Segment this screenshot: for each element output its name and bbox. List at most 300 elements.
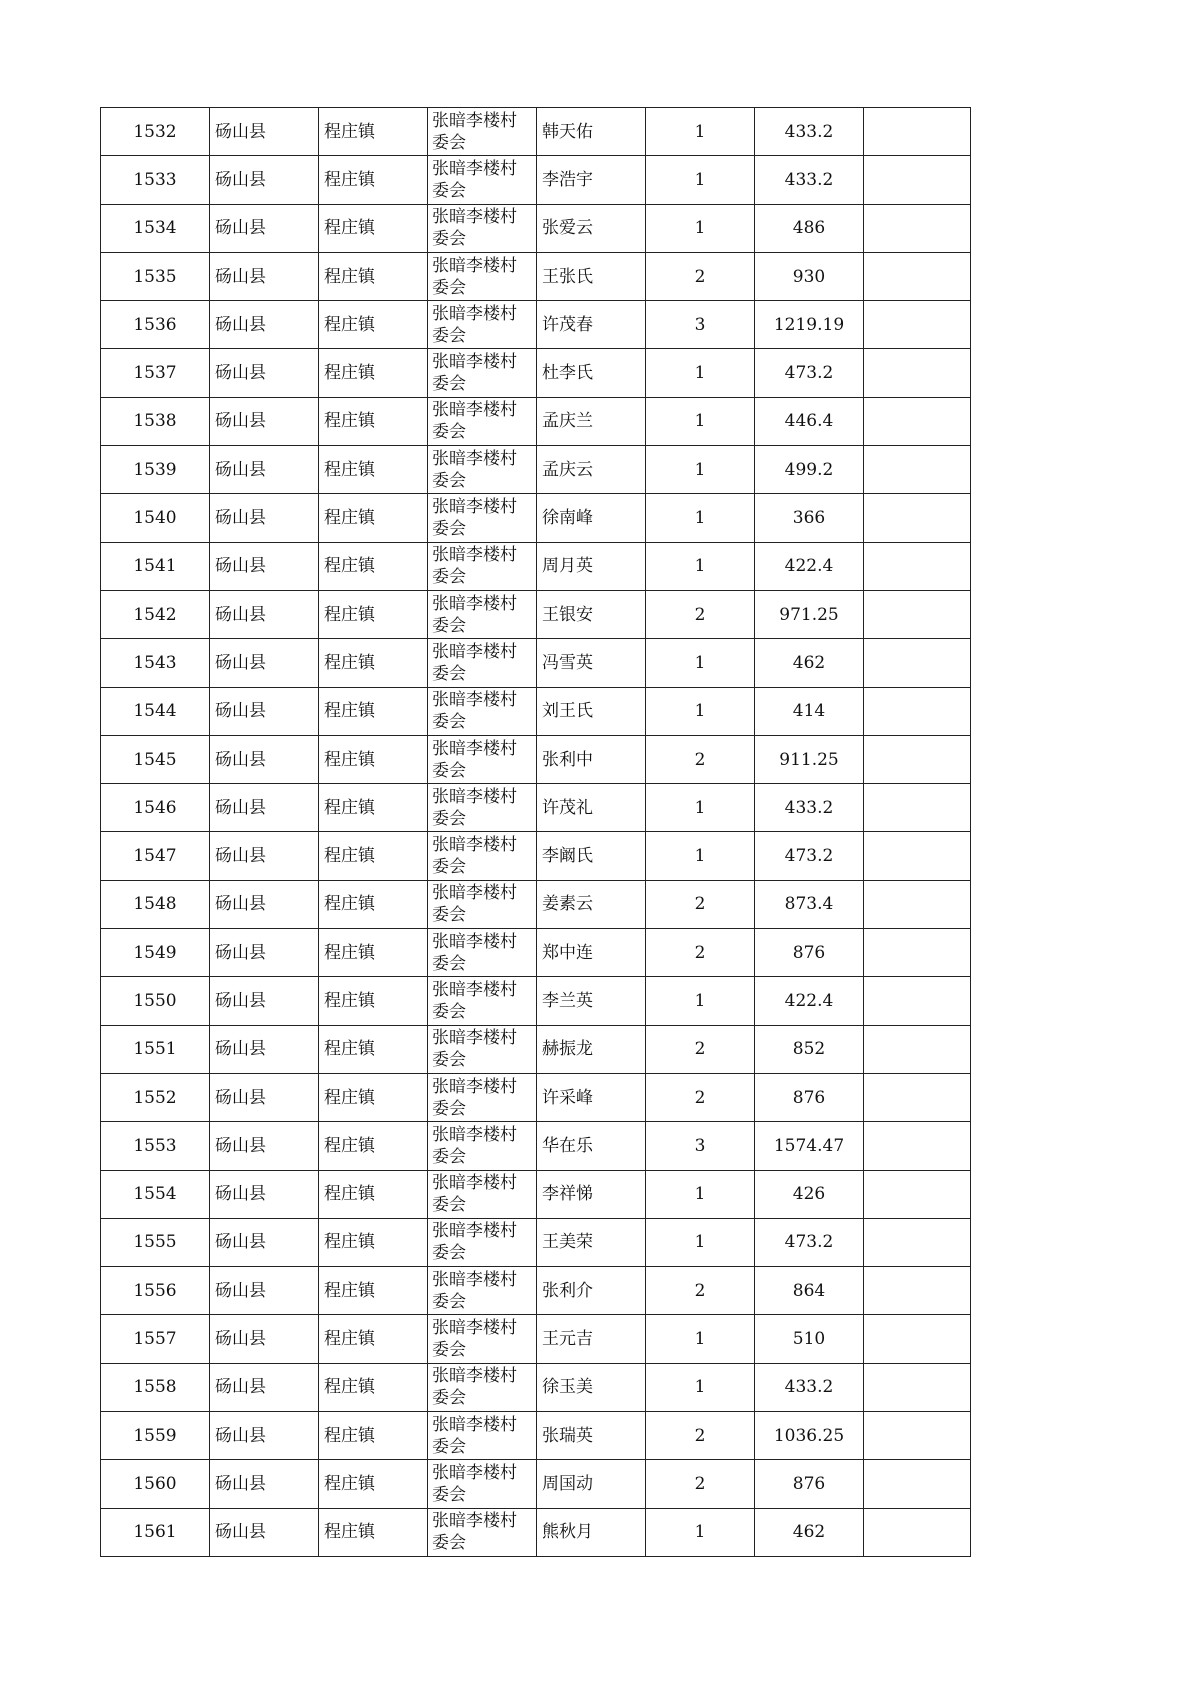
village-cell xyxy=(428,349,537,397)
village-line-1: 张暗李楼村 xyxy=(432,1462,517,1483)
amount-cell: 366 xyxy=(755,494,864,542)
note-cell xyxy=(864,880,971,928)
note-cell xyxy=(864,108,971,156)
amount-cell: 1219.19 xyxy=(755,301,864,349)
village-line-1: 张暗李楼村 xyxy=(432,690,517,711)
note-cell xyxy=(864,1218,971,1266)
row-index-cell: 1533 xyxy=(101,156,210,204)
row-index-cell: 1536 xyxy=(101,301,210,349)
count-cell: 1 xyxy=(646,687,755,735)
count-cell: 1 xyxy=(646,1363,755,1411)
table-row xyxy=(101,349,971,397)
table-row xyxy=(101,1460,971,1508)
village-cell xyxy=(428,1460,537,1508)
amount-cell: 473.2 xyxy=(755,1218,864,1266)
row-index-cell: 1555 xyxy=(101,1218,210,1266)
note-cell xyxy=(864,1025,971,1073)
row-index-cell: 1560 xyxy=(101,1460,210,1508)
village-line-1: 张暗李楼村 xyxy=(432,1511,517,1532)
village-line-1: 张暗李楼村 xyxy=(432,979,517,1000)
row-index-cell: 1541 xyxy=(101,542,210,590)
village-cell xyxy=(428,108,537,156)
count-cell: 1 xyxy=(646,832,755,880)
amount-cell: 864 xyxy=(755,1267,864,1315)
name-cell: 华在乐 xyxy=(537,1122,646,1170)
village-cell xyxy=(428,1267,537,1315)
count-cell: 1 xyxy=(646,639,755,687)
village-line-2: 委会 xyxy=(432,229,466,250)
town-cell: 程庄镇 xyxy=(319,542,428,590)
amount-cell: 873.4 xyxy=(755,880,864,928)
village-line-2: 委会 xyxy=(432,422,466,443)
village-line-1: 张暗李楼村 xyxy=(432,1414,517,1435)
row-index-cell: 1537 xyxy=(101,349,210,397)
note-cell xyxy=(864,494,971,542)
county-cell: 砀山县 xyxy=(210,1025,319,1073)
name-cell: 周国动 xyxy=(537,1460,646,1508)
town-cell: 程庄镇 xyxy=(319,349,428,397)
note-cell xyxy=(864,397,971,445)
village-line-2: 委会 xyxy=(432,1533,466,1554)
note-cell xyxy=(864,1315,971,1363)
county-cell: 砀山县 xyxy=(210,639,319,687)
village-line-2: 委会 xyxy=(432,1195,466,1216)
count-cell: 1 xyxy=(646,156,755,204)
note-cell xyxy=(864,1412,971,1460)
town-cell: 程庄镇 xyxy=(319,832,428,880)
note-cell xyxy=(864,1170,971,1218)
row-index-cell: 1547 xyxy=(101,832,210,880)
row-index-cell: 1545 xyxy=(101,735,210,783)
table-row xyxy=(101,204,971,252)
town-cell: 程庄镇 xyxy=(319,1267,428,1315)
name-cell: 孟庆兰 xyxy=(537,397,646,445)
amount-cell: 486 xyxy=(755,204,864,252)
note-cell xyxy=(864,156,971,204)
village-line-1: 张暗李楼村 xyxy=(432,1076,517,1097)
amount-cell: 433.2 xyxy=(755,784,864,832)
count-cell: 2 xyxy=(646,590,755,638)
amount-cell: 1036.25 xyxy=(755,1412,864,1460)
village-cell xyxy=(428,880,537,928)
town-cell: 程庄镇 xyxy=(319,446,428,494)
row-index-cell: 1558 xyxy=(101,1363,210,1411)
county-cell: 砀山县 xyxy=(210,542,319,590)
amount-cell: 433.2 xyxy=(755,1363,864,1411)
note-cell xyxy=(864,639,971,687)
amount-cell: 876 xyxy=(755,1460,864,1508)
village-line-2: 委会 xyxy=(432,1340,466,1361)
village-line-1: 张暗李楼村 xyxy=(432,158,517,179)
amount-cell: 852 xyxy=(755,1025,864,1073)
county-cell: 砀山县 xyxy=(210,590,319,638)
village-line-1: 张暗李楼村 xyxy=(432,1173,517,1194)
county-cell: 砀山县 xyxy=(210,929,319,977)
village-cell xyxy=(428,252,537,300)
village-line-2: 委会 xyxy=(432,519,466,540)
town-cell: 程庄镇 xyxy=(319,204,428,252)
county-cell: 砀山县 xyxy=(210,832,319,880)
village-line-2: 委会 xyxy=(432,374,466,395)
village-line-1: 张暗李楼村 xyxy=(432,1318,517,1339)
data-table xyxy=(100,107,971,1557)
row-index-cell: 1550 xyxy=(101,977,210,1025)
village-cell xyxy=(428,977,537,1025)
name-cell: 王元吉 xyxy=(537,1315,646,1363)
village-line-2: 委会 xyxy=(432,277,466,298)
row-index-cell: 1540 xyxy=(101,494,210,542)
town-cell: 程庄镇 xyxy=(319,156,428,204)
village-line-1: 张暗李楼村 xyxy=(432,110,517,131)
village-cell xyxy=(428,1218,537,1266)
village-line-1: 张暗李楼村 xyxy=(432,352,517,373)
row-index-cell: 1538 xyxy=(101,397,210,445)
table-row xyxy=(101,252,971,300)
village-cell xyxy=(428,1170,537,1218)
amount-cell: 462 xyxy=(755,639,864,687)
count-cell: 2 xyxy=(646,1073,755,1121)
table-row xyxy=(101,687,971,735)
count-cell: 1 xyxy=(646,1508,755,1556)
town-cell: 程庄镇 xyxy=(319,784,428,832)
count-cell: 1 xyxy=(646,784,755,832)
name-cell: 李兰英 xyxy=(537,977,646,1025)
count-cell: 1 xyxy=(646,1218,755,1266)
county-cell: 砀山县 xyxy=(210,301,319,349)
town-cell: 程庄镇 xyxy=(319,1508,428,1556)
county-cell: 砀山县 xyxy=(210,252,319,300)
name-cell: 李祥悌 xyxy=(537,1170,646,1218)
count-cell: 3 xyxy=(646,1122,755,1170)
village-cell xyxy=(428,784,537,832)
village-line-2: 委会 xyxy=(432,857,466,878)
count-cell: 1 xyxy=(646,349,755,397)
town-cell: 程庄镇 xyxy=(319,301,428,349)
village-cell xyxy=(428,832,537,880)
table-row xyxy=(101,1267,971,1315)
town-cell: 程庄镇 xyxy=(319,1412,428,1460)
count-cell: 2 xyxy=(646,252,755,300)
note-cell xyxy=(864,446,971,494)
village-line-1: 张暗李楼村 xyxy=(432,1366,517,1387)
amount-cell: 930 xyxy=(755,252,864,300)
village-line-2: 委会 xyxy=(432,567,466,588)
amount-cell: 911.25 xyxy=(755,735,864,783)
village-line-1: 张暗李楼村 xyxy=(432,738,517,759)
table-row xyxy=(101,977,971,1025)
village-line-2: 委会 xyxy=(432,953,466,974)
note-cell xyxy=(864,542,971,590)
amount-cell: 971.25 xyxy=(755,590,864,638)
note-cell xyxy=(864,832,971,880)
note-cell xyxy=(864,1267,971,1315)
row-index-cell: 1556 xyxy=(101,1267,210,1315)
village-cell xyxy=(428,494,537,542)
note-cell xyxy=(864,929,971,977)
table-row xyxy=(101,1218,971,1266)
village-line-2: 委会 xyxy=(432,325,466,346)
amount-cell: 426 xyxy=(755,1170,864,1218)
table-row xyxy=(101,1122,971,1170)
town-cell: 程庄镇 xyxy=(319,590,428,638)
note-cell xyxy=(864,977,971,1025)
village-cell xyxy=(428,204,537,252)
table-row xyxy=(101,301,971,349)
count-cell: 1 xyxy=(646,446,755,494)
row-index-cell: 1551 xyxy=(101,1025,210,1073)
name-cell: 张利中 xyxy=(537,735,646,783)
row-index-cell: 1544 xyxy=(101,687,210,735)
county-cell: 砀山县 xyxy=(210,494,319,542)
village-line-2: 委会 xyxy=(432,1243,466,1264)
count-cell: 2 xyxy=(646,1460,755,1508)
county-cell: 砀山县 xyxy=(210,1508,319,1556)
village-line-1: 张暗李楼村 xyxy=(432,931,517,952)
village-line-2: 委会 xyxy=(432,1388,466,1409)
county-cell: 砀山县 xyxy=(210,204,319,252)
name-cell: 周月英 xyxy=(537,542,646,590)
count-cell: 1 xyxy=(646,204,755,252)
name-cell: 许茂礼 xyxy=(537,784,646,832)
amount-cell: 422.4 xyxy=(755,977,864,1025)
county-cell: 砀山县 xyxy=(210,735,319,783)
count-cell: 2 xyxy=(646,929,755,977)
name-cell: 郑中连 xyxy=(537,929,646,977)
name-cell: 王美荣 xyxy=(537,1218,646,1266)
village-line-2: 委会 xyxy=(432,615,466,636)
amount-cell: 462 xyxy=(755,1508,864,1556)
row-index-cell: 1559 xyxy=(101,1412,210,1460)
village-cell xyxy=(428,929,537,977)
village-line-1: 张暗李楼村 xyxy=(432,400,517,421)
name-cell: 许茂春 xyxy=(537,301,646,349)
count-cell: 2 xyxy=(646,1025,755,1073)
village-cell xyxy=(428,1363,537,1411)
county-cell: 砀山县 xyxy=(210,349,319,397)
table-row xyxy=(101,639,971,687)
name-cell: 许采峰 xyxy=(537,1073,646,1121)
town-cell: 程庄镇 xyxy=(319,494,428,542)
count-cell: 2 xyxy=(646,1412,755,1460)
village-line-1: 张暗李楼村 xyxy=(432,497,517,518)
county-cell: 砀山县 xyxy=(210,1363,319,1411)
table-row xyxy=(101,156,971,204)
table-row xyxy=(101,1508,971,1556)
name-cell: 姜素云 xyxy=(537,880,646,928)
village-line-2: 委会 xyxy=(432,1146,466,1167)
count-cell: 1 xyxy=(646,977,755,1025)
county-cell: 砀山县 xyxy=(210,784,319,832)
table-row xyxy=(101,1315,971,1363)
village-line-1: 张暗李楼村 xyxy=(432,255,517,276)
name-cell: 李阚氏 xyxy=(537,832,646,880)
row-index-cell: 1535 xyxy=(101,252,210,300)
table-row xyxy=(101,1363,971,1411)
table-row xyxy=(101,832,971,880)
note-cell xyxy=(864,1122,971,1170)
village-line-2: 委会 xyxy=(432,470,466,491)
count-cell: 3 xyxy=(646,301,755,349)
amount-cell: 499.2 xyxy=(755,446,864,494)
table-row xyxy=(101,929,971,977)
note-cell xyxy=(864,1460,971,1508)
village-line-1: 张暗李楼村 xyxy=(432,835,517,856)
count-cell: 1 xyxy=(646,108,755,156)
amount-cell: 1574.47 xyxy=(755,1122,864,1170)
county-cell: 砀山县 xyxy=(210,1122,319,1170)
name-cell: 刘王氏 xyxy=(537,687,646,735)
table-row xyxy=(101,880,971,928)
row-index-cell: 1539 xyxy=(101,446,210,494)
county-cell: 砀山县 xyxy=(210,1218,319,1266)
county-cell: 砀山县 xyxy=(210,1073,319,1121)
county-cell: 砀山县 xyxy=(210,1315,319,1363)
note-cell xyxy=(864,784,971,832)
town-cell: 程庄镇 xyxy=(319,1363,428,1411)
note-cell xyxy=(864,204,971,252)
amount-cell: 473.2 xyxy=(755,349,864,397)
village-line-2: 委会 xyxy=(432,905,466,926)
name-cell: 赫振龙 xyxy=(537,1025,646,1073)
village-cell xyxy=(428,446,537,494)
village-cell xyxy=(428,687,537,735)
amount-cell: 433.2 xyxy=(755,108,864,156)
county-cell: 砀山县 xyxy=(210,1267,319,1315)
table-row xyxy=(101,397,971,445)
village-line-2: 委会 xyxy=(432,760,466,781)
amount-cell: 422.4 xyxy=(755,542,864,590)
county-cell: 砀山县 xyxy=(210,397,319,445)
table-row xyxy=(101,590,971,638)
county-cell: 砀山县 xyxy=(210,880,319,928)
row-index-cell: 1561 xyxy=(101,1508,210,1556)
town-cell: 程庄镇 xyxy=(319,880,428,928)
village-cell xyxy=(428,590,537,638)
village-line-1: 张暗李楼村 xyxy=(432,1269,517,1290)
village-line-1: 张暗李楼村 xyxy=(432,883,517,904)
note-cell xyxy=(864,687,971,735)
village-cell xyxy=(428,639,537,687)
table-body xyxy=(101,108,971,1557)
amount-cell: 473.2 xyxy=(755,832,864,880)
table-row xyxy=(101,1073,971,1121)
row-index-cell: 1546 xyxy=(101,784,210,832)
village-line-2: 委会 xyxy=(432,663,466,684)
village-cell xyxy=(428,735,537,783)
county-cell: 砀山县 xyxy=(210,1412,319,1460)
village-line-2: 委会 xyxy=(432,808,466,829)
village-cell xyxy=(428,1073,537,1121)
name-cell: 王张氏 xyxy=(537,252,646,300)
village-cell xyxy=(428,156,537,204)
town-cell: 程庄镇 xyxy=(319,108,428,156)
village-cell xyxy=(428,1122,537,1170)
row-index-cell: 1553 xyxy=(101,1122,210,1170)
village-line-1: 张暗李楼村 xyxy=(432,641,517,662)
village-cell xyxy=(428,301,537,349)
town-cell: 程庄镇 xyxy=(319,929,428,977)
amount-cell: 510 xyxy=(755,1315,864,1363)
village-line-1: 张暗李楼村 xyxy=(432,303,517,324)
county-cell: 砀山县 xyxy=(210,1460,319,1508)
row-index-cell: 1549 xyxy=(101,929,210,977)
town-cell: 程庄镇 xyxy=(319,397,428,445)
amount-cell: 414 xyxy=(755,687,864,735)
table-row xyxy=(101,494,971,542)
village-line-1: 张暗李楼村 xyxy=(432,1124,517,1145)
village-line-2: 委会 xyxy=(432,712,466,733)
count-cell: 1 xyxy=(646,542,755,590)
name-cell: 孟庆云 xyxy=(537,446,646,494)
town-cell: 程庄镇 xyxy=(319,252,428,300)
name-cell: 杜李氏 xyxy=(537,349,646,397)
table-row xyxy=(101,542,971,590)
village-line-1: 张暗李楼村 xyxy=(432,1028,517,1049)
name-cell: 王银安 xyxy=(537,590,646,638)
name-cell: 张爱云 xyxy=(537,204,646,252)
village-line-2: 委会 xyxy=(432,1291,466,1312)
town-cell: 程庄镇 xyxy=(319,1122,428,1170)
town-cell: 程庄镇 xyxy=(319,1025,428,1073)
row-index-cell: 1542 xyxy=(101,590,210,638)
row-index-cell: 1532 xyxy=(101,108,210,156)
table-row xyxy=(101,1025,971,1073)
village-line-2: 委会 xyxy=(432,1050,466,1071)
count-cell: 2 xyxy=(646,880,755,928)
table-row xyxy=(101,108,971,156)
village-cell xyxy=(428,1412,537,1460)
name-cell: 张瑞英 xyxy=(537,1412,646,1460)
name-cell: 熊秋月 xyxy=(537,1508,646,1556)
note-cell xyxy=(864,301,971,349)
county-cell: 砀山县 xyxy=(210,977,319,1025)
note-cell xyxy=(864,1073,971,1121)
village-line-1: 张暗李楼村 xyxy=(432,593,517,614)
note-cell xyxy=(864,1363,971,1411)
county-cell: 砀山县 xyxy=(210,446,319,494)
village-line-2: 委会 xyxy=(432,1098,466,1119)
village-cell xyxy=(428,1508,537,1556)
amount-cell: 446.4 xyxy=(755,397,864,445)
count-cell: 1 xyxy=(646,1315,755,1363)
town-cell: 程庄镇 xyxy=(319,1460,428,1508)
amount-cell: 433.2 xyxy=(755,156,864,204)
count-cell: 1 xyxy=(646,397,755,445)
town-cell: 程庄镇 xyxy=(319,639,428,687)
name-cell: 徐南峰 xyxy=(537,494,646,542)
row-index-cell: 1557 xyxy=(101,1315,210,1363)
town-cell: 程庄镇 xyxy=(319,1218,428,1266)
village-line-1: 张暗李楼村 xyxy=(432,1221,517,1242)
village-line-2: 委会 xyxy=(432,132,466,153)
village-line-1: 张暗李楼村 xyxy=(432,207,517,228)
county-cell: 砀山县 xyxy=(210,108,319,156)
row-index-cell: 1554 xyxy=(101,1170,210,1218)
county-cell: 砀山县 xyxy=(210,687,319,735)
town-cell: 程庄镇 xyxy=(319,735,428,783)
count-cell: 2 xyxy=(646,735,755,783)
count-cell: 1 xyxy=(646,1170,755,1218)
note-cell xyxy=(864,1508,971,1556)
note-cell xyxy=(864,735,971,783)
row-index-cell: 1548 xyxy=(101,880,210,928)
note-cell xyxy=(864,252,971,300)
village-cell xyxy=(428,1025,537,1073)
note-cell xyxy=(864,349,971,397)
table-row xyxy=(101,784,971,832)
village-cell xyxy=(428,542,537,590)
village-cell xyxy=(428,1315,537,1363)
